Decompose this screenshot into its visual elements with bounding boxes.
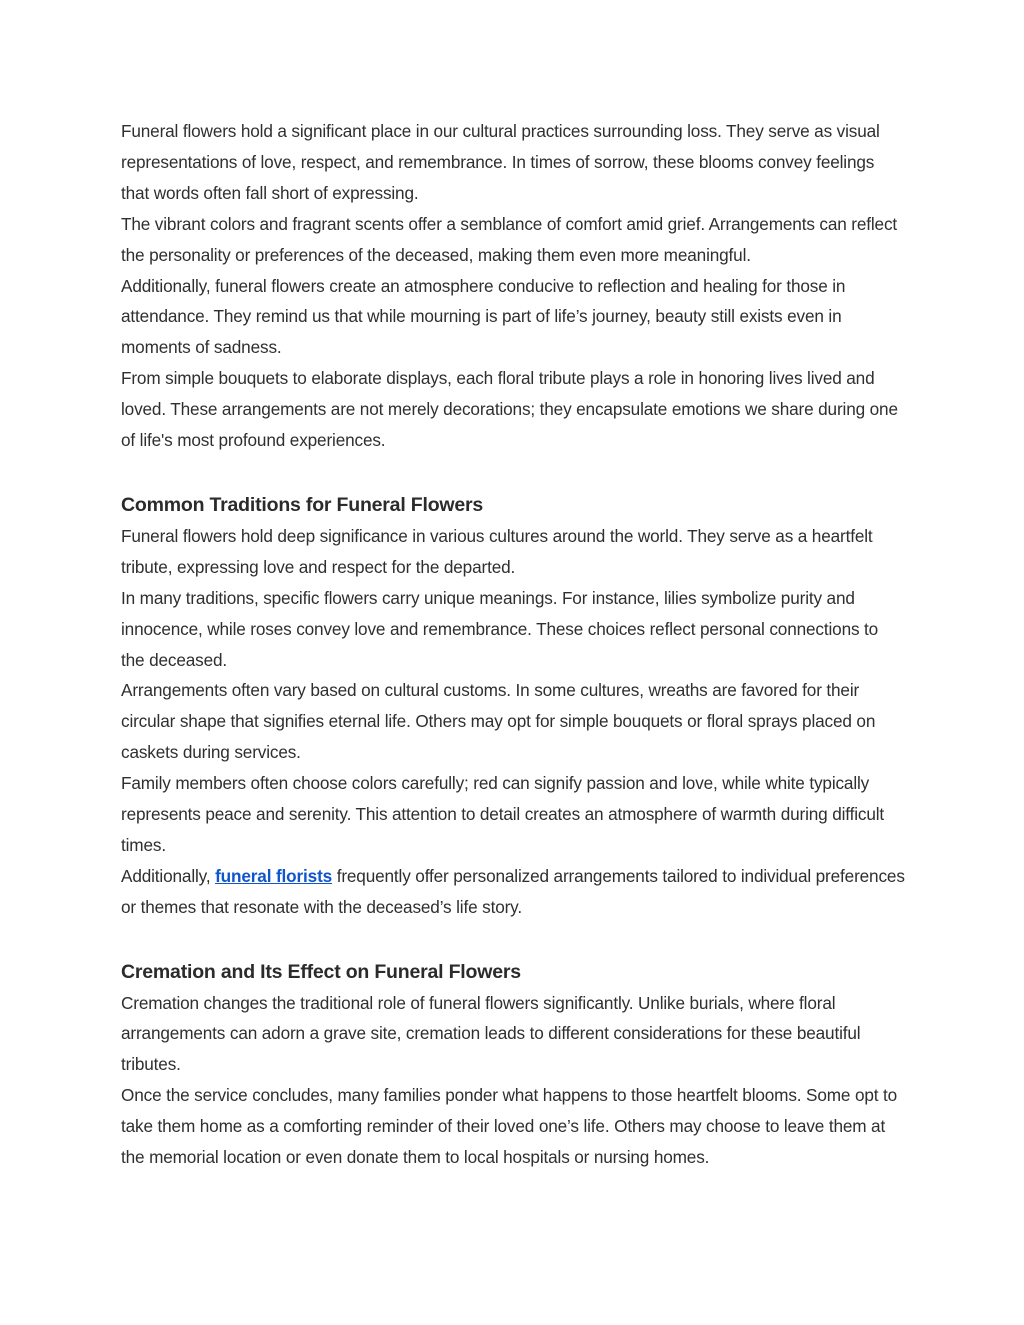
intro-paragraph-4: From simple bouquets to elaborate displays, each floral tribute plays a role in honoring lives lived and loved. These arrangements are not merely decorations; they encapsulate emotions we share during one of life's most profound experiences. — [121, 368, 898, 451]
cremation-paragraph-1: Cremation changes the traditional role of funeral flowers significantly. Unlike burials, where floral arrangements can adorn a grave site, cremation leads to different considerations for these beautiful tributes. — [121, 992, 861, 1075]
link-paragraph-after: frequently offer personalized arrangements tailored to individual preferences or themes that resonate with the deceased’s life story. — [121, 865, 905, 917]
link-paragraph-before: Additionally, — [121, 865, 216, 886]
traditions-paragraph-4: Family members often choose colors carefully; red can signify passion and love, while white typically represents peace and serenity. This attention to detail creates an atmosphere of warmth during difficult times. — [121, 773, 885, 855]
intro-section — [121, 116, 905, 456]
intro-paragraph-2: The vibrant colors and fragrant scents offer a semblance of comfort amid grief. Arrangements can reflect the personality or preferences of the deceased, making them even more meaningful. — [121, 213, 898, 265]
section-spacer — [121, 456, 905, 490]
document-page — [121, 116, 905, 1173]
intro-paragraph-1: Funeral flowers hold a significant place in our cultural practices surrounding loss. They serve as visual representations of love, respect, and remembrance. In times of sorrow, these blooms convey feelings that words often fall short of expressing. — [121, 121, 880, 203]
intro-paragraph-3: Additionally, funeral flowers create an atmosphere conducive to reflection and healing for those in attendance. They remind us that while mourning is part of life’s journey, beauty still exists even in moments of sadness. — [121, 275, 846, 358]
funeral-florists-link[interactable]: funeral florists — [215, 865, 333, 886]
traditions-paragraph-2: In many traditions, specific flowers carry unique meanings. For instance, lilies symbolize purity and innocence, while roses convey love and remembrance. These choices reflect personal connections to the deceased. — [121, 587, 879, 670]
traditions-section — [121, 490, 905, 923]
cremation-section — [121, 957, 905, 1173]
cremation-paragraph-2: Once the service concludes, many families ponder what happens to those heartfelt blooms. Some opt to take them home as a comforting reminder of their loved one’s life. Others may choose to leave them at the memorial location or even donate them to local hospitals or nursing homes. — [121, 1085, 898, 1168]
traditions-paragraph-1: Funeral flowers hold deep significance in various cultures around the world. They serve as a heartfelt tribute, expressing love and respect for the departed. — [121, 525, 873, 577]
traditions-paragraph-3: Arrangements often vary based on cultural customs. In some cultures, wreaths are favored for their circular shape that signifies eternal life. Others may opt for simple bouquets or floral sprays placed on caskets during services. — [121, 680, 876, 763]
cremation-heading: Cremation and Its Effect on Funeral Flowers — [121, 960, 521, 983]
traditions-paragraph-5 — [121, 861, 905, 923]
section-spacer — [121, 923, 905, 957]
traditions-heading: Common Traditions for Funeral Flowers — [121, 493, 484, 516]
